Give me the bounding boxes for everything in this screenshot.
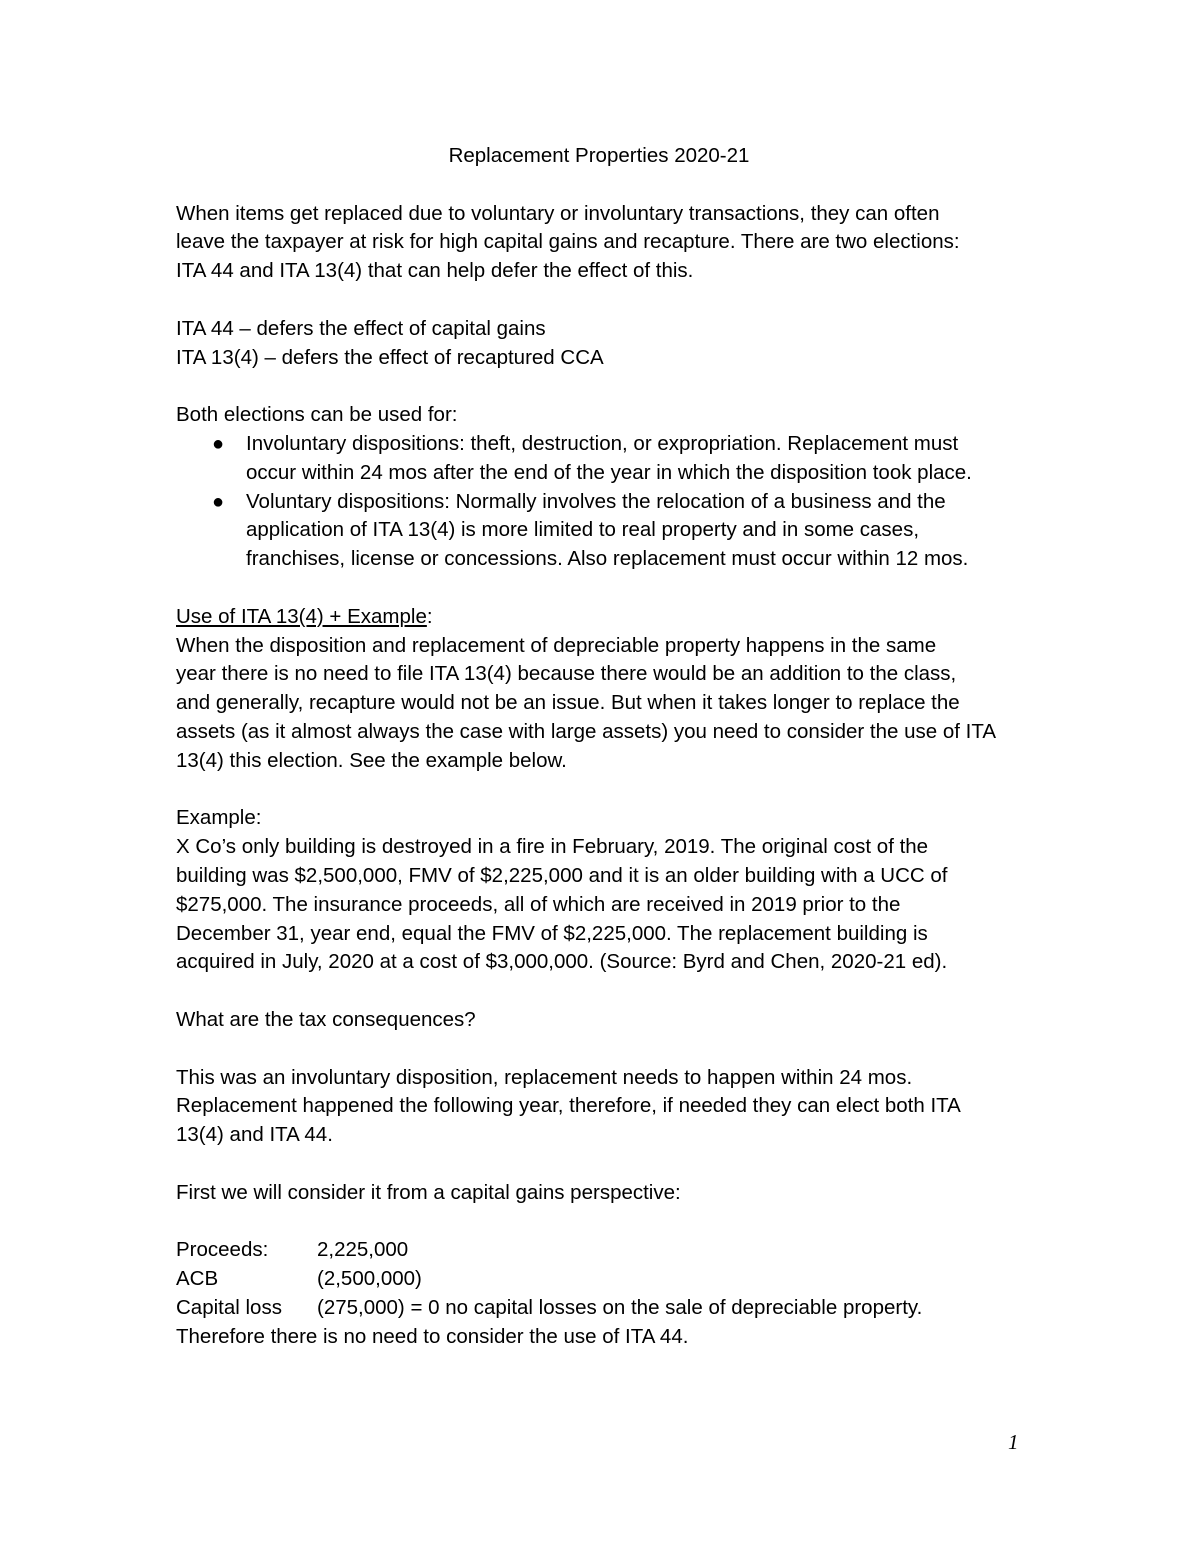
question: What are the tax consequences? (176, 1007, 476, 1031)
example-paragraph (176, 833, 1046, 977)
calculation-table (176, 1236, 1046, 1351)
document-body (176, 142, 1046, 1351)
definitions (176, 315, 1046, 373)
calc-value: (2,500,000) (317, 1267, 422, 1291)
calc-row-acb (176, 1265, 1046, 1294)
answer-line: 13(4) and ITA 44. (176, 1123, 333, 1147)
use-line: 13(4) this election. See the example below. (176, 748, 567, 772)
capital-gains-intro: First we will consider it from a capital gains perspective: (176, 1180, 681, 1204)
use-line: assets (as it almost always the case with large assets) you need to consider the use of ITA (176, 719, 997, 743)
bullet-icon: ● (212, 490, 225, 513)
answer-paragraph (176, 1064, 1046, 1150)
conclusion: Therefore there is no need to consider the use of ITA 44. (176, 1324, 689, 1348)
example-line: building was $2,500,000, FMV of $2,225,000 and it is an older building with a UCC of (176, 863, 948, 887)
both-elections-heading: Both elections can be used for: (176, 403, 458, 427)
bullet-line: franchises, license or concessions. Also replacement must occur within 12 mos. (246, 547, 969, 571)
use-heading-text: Use of ITA 13(4) + Example (176, 604, 427, 628)
bullet-line: application of ITA 13(4) is more limited to real property and in some cases, (246, 518, 920, 542)
calc-label: Proceeds: (176, 1238, 269, 1262)
calc-value: (275,000) = 0 no capital losses on the sale of depreciable property. (317, 1295, 923, 1319)
example-line: X Co’s only building is destroyed in a fire in February, 2019. The original cost of the (176, 835, 929, 859)
bullet-list (176, 430, 1046, 574)
bullet-icon: ● (212, 432, 225, 455)
page-title: Replacement Properties 2020-21 (448, 144, 750, 167)
bullet-item-voluntary (176, 488, 1046, 574)
use-heading-colon: : (426, 604, 433, 628)
calc-row-capital-loss (176, 1294, 1046, 1323)
definition-ita134: ITA 13(4) – defers the effect of recaptured CCA (176, 345, 604, 369)
bullet-line: occur within 24 mos after the end of the year in which the disposition took place. (246, 460, 972, 484)
intro-line: leave the taxpayer at risk for high capital gains and recapture. There are two elections: (176, 230, 960, 254)
calc-label: ACB (176, 1267, 219, 1291)
calc-label: Capital loss (176, 1295, 282, 1319)
use-line: and generally, recapture would not be an issue. But when it takes longer to replace the (176, 691, 960, 715)
answer-line: Replacement happened the following year, therefore, if needed they can elect both ITA (176, 1094, 961, 1118)
bullet-line: Involuntary dispositions: theft, destruction, or expropriation. Replacement must (246, 431, 959, 455)
example-line: December 31, year end, equal the FMV of $2,225,000. The replacement building is (176, 921, 928, 945)
use-line: year there is no need to file ITA 13(4) because there would be an addition to the class, (176, 662, 957, 686)
use-paragraph (176, 632, 1046, 776)
example-heading: Example: (176, 806, 262, 830)
intro-line: ITA 44 and ITA 13(4) that can help defer the effect of this. (176, 259, 694, 283)
intro-paragraph (176, 200, 1046, 286)
bullet-item-involuntary (176, 430, 1046, 488)
use-section-heading (176, 603, 1046, 632)
title-row (176, 142, 1022, 171)
bullet-line: Voluntary dispositions: Normally involves the relocation of a business and the (246, 489, 946, 513)
calc-row-proceeds (176, 1236, 1046, 1265)
intro-line: When items get replaced due to voluntary or involuntary transactions, they can often (176, 201, 940, 225)
page-number: 1 (1008, 1430, 1019, 1454)
answer-line: This was an involuntary disposition, replacement needs to happen within 24 mos. (176, 1065, 913, 1089)
use-line: When the disposition and replacement of depreciable property happens in the same (176, 633, 937, 657)
example-line: acquired in July, 2020 at a cost of $3,000,000. (Source: Byrd and Chen, 2020-21 ed). (176, 950, 948, 974)
calc-value: 2,225,000 (317, 1238, 409, 1262)
definition-ita44: ITA 44 – defers the effect of capital gains (176, 316, 546, 340)
example-line: $275,000. The insurance proceeds, all of which are received in 2019 prior to the (176, 892, 901, 916)
